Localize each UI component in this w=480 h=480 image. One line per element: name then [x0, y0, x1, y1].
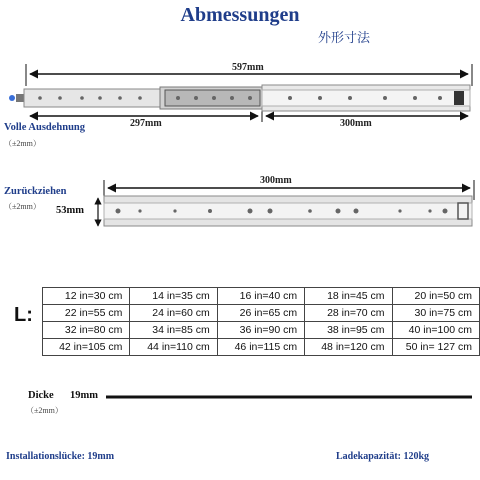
table-row — [43, 339, 480, 356]
table-cell: 44 in=110 cm — [130, 339, 217, 356]
table-cell: 28 in=70 cm — [305, 305, 392, 322]
table-row — [43, 322, 480, 339]
table-cell: 34 in=85 cm — [130, 322, 217, 339]
table-cell: 38 in=95 cm — [305, 322, 392, 339]
extended-slide-rail — [9, 85, 470, 111]
table-row — [43, 288, 480, 305]
length-table — [42, 287, 480, 356]
table-cell: 30 in=75 cm — [392, 305, 479, 322]
retracted-height: 53mm — [56, 205, 84, 216]
table-cell: 12 in=30 cm — [43, 288, 130, 305]
retracted-tolerance: （±2mm） — [4, 202, 41, 211]
thickness-label: Dicke — [28, 390, 54, 401]
installation-gap: Installationslücke: 19mm — [6, 451, 115, 462]
table-cell: 16 in=40 cm — [217, 288, 304, 305]
retracted-label: Zurückziehen — [4, 186, 67, 197]
extended-total-length: 597mm — [232, 62, 264, 73]
extended-right-length: 300mm — [340, 118, 372, 129]
table-cell: 26 in=65 cm — [217, 305, 304, 322]
page-subtitle: 外形寸法 — [318, 31, 371, 46]
table-cell: 18 in=45 cm — [305, 288, 392, 305]
table-cell: 50 in= 127 cm — [392, 339, 479, 356]
table-cell: 20 in=50 cm — [392, 288, 479, 305]
extended-tolerance: （±2mm） — [4, 139, 41, 148]
table-cell: 22 in=55 cm — [43, 305, 130, 322]
table-cell: 48 in=120 cm — [305, 339, 392, 356]
retracted-length: 300mm — [260, 175, 292, 186]
table-cell: 32 in=80 cm — [43, 322, 130, 339]
table-row — [43, 305, 480, 322]
load-capacity: Ladekapazität: 120kg — [336, 451, 430, 462]
length-label: L: — [14, 304, 33, 326]
table-cell: 40 in=100 cm — [392, 322, 479, 339]
table-cell: 36 in=90 cm — [217, 322, 304, 339]
page-title: Abmessungen — [180, 4, 300, 26]
thickness-value: 19mm — [70, 390, 98, 401]
table-cell: 24 in=60 cm — [130, 305, 217, 322]
extended-label: Volle Ausdehnung — [4, 122, 86, 133]
table-cell: 46 in=115 cm — [217, 339, 304, 356]
thickness-tolerance: （±2mm） — [26, 406, 63, 415]
table-cell: 42 in=105 cm — [43, 339, 130, 356]
retracted-slide-rail — [104, 196, 472, 226]
extended-left-length: 297mm — [130, 118, 162, 129]
table-cell: 14 in=35 cm — [130, 288, 217, 305]
